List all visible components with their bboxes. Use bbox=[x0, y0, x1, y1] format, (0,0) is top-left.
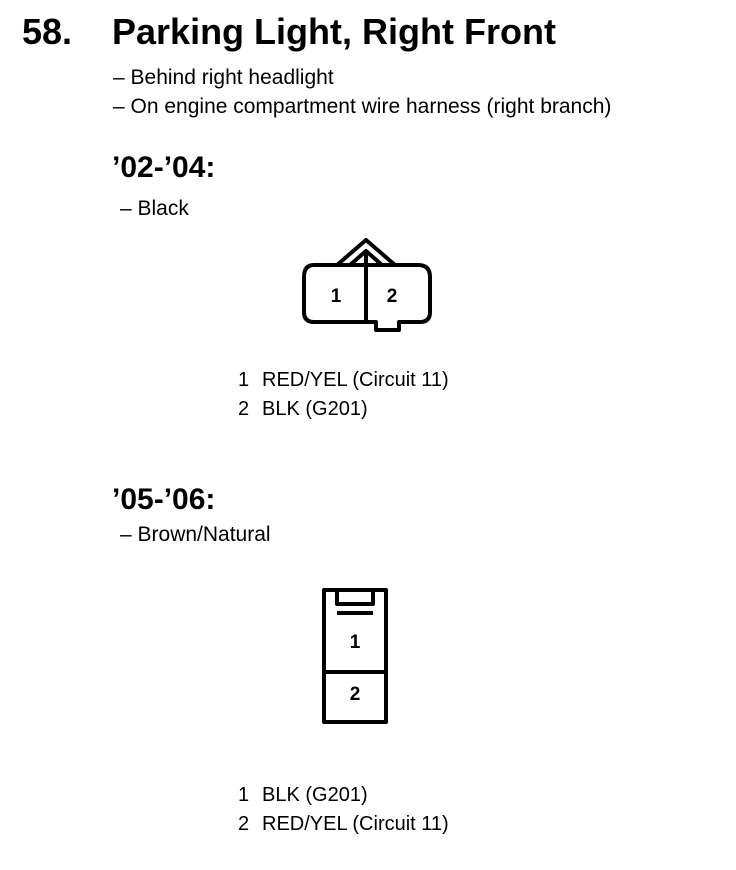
pin-row-1 bbox=[238, 369, 449, 392]
cavity-1-label: 1 bbox=[349, 632, 361, 653]
location-line-1: – Behind right headlight bbox=[113, 66, 334, 89]
cavity-2-label: 2 bbox=[349, 684, 361, 705]
pin-number: 1 bbox=[238, 369, 250, 391]
pin-number: 2 bbox=[238, 813, 250, 835]
pin-number: 2 bbox=[238, 398, 250, 420]
connector-diagram-2pin-black bbox=[300, 236, 435, 332]
pin-row-1 bbox=[238, 784, 368, 807]
location-line-2: – On engine compartment wire harness (right branch) bbox=[113, 95, 612, 118]
page-title: Parking Light, Right Front bbox=[112, 11, 556, 52]
pin-wire: BLK (G201) bbox=[262, 784, 368, 806]
pin-wire: RED/YEL (Circuit 11) bbox=[262, 369, 449, 391]
pin-number: 1 bbox=[238, 784, 250, 806]
pin-row-2 bbox=[238, 813, 449, 836]
item-number: 58. bbox=[22, 11, 73, 52]
pin-row-2 bbox=[238, 398, 368, 421]
cavity-2-label: 2 bbox=[386, 286, 398, 307]
connector-diagram-2pin-brown bbox=[320, 586, 390, 726]
pin-wire: BLK (G201) bbox=[262, 398, 368, 420]
variant-years: ’05-’06: bbox=[112, 483, 216, 516]
connector-color: – Black bbox=[120, 197, 189, 220]
latch-top bbox=[337, 590, 373, 604]
cavity-1-label: 1 bbox=[330, 286, 342, 307]
connector-color: – Brown/Natural bbox=[120, 523, 271, 546]
variant-years: ’02-’04: bbox=[112, 151, 216, 184]
pin-wire: RED/YEL (Circuit 11) bbox=[262, 813, 449, 835]
